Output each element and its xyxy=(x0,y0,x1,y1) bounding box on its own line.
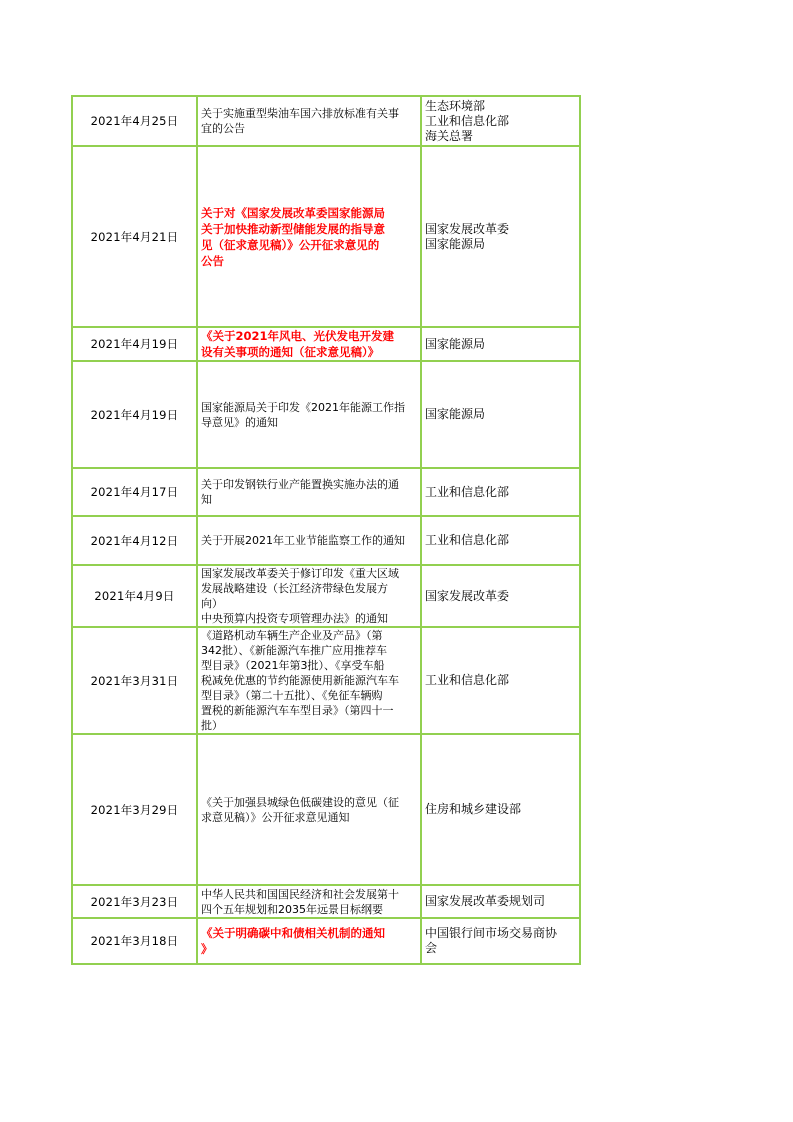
dept-cell xyxy=(421,565,580,627)
policy-table-body xyxy=(72,96,580,964)
table-row xyxy=(72,885,580,918)
dept-line: 工业和信息化部 xyxy=(425,113,510,128)
table-row xyxy=(72,627,580,734)
title-cell xyxy=(197,885,421,918)
title-cell xyxy=(197,734,421,885)
table-row xyxy=(72,734,580,885)
dept-line: 国家能源局 xyxy=(425,336,486,351)
title-line: 国家能源局关于印发《2021年能源工作指 xyxy=(201,400,405,414)
title-line: 国家发展改革委关于修订印发《重大区域 xyxy=(201,567,399,580)
table-row xyxy=(72,918,580,964)
dept-line: 海关总署 xyxy=(425,128,474,143)
title-line: 向） xyxy=(201,597,223,610)
dept-cell xyxy=(421,918,580,964)
title-line: 批） xyxy=(201,719,223,732)
date-cell: 2021年3月18日 xyxy=(72,918,197,964)
title-line: 《道路机动车辆生产企业及产品》（第 xyxy=(201,629,383,642)
dept-line: 生态环境部 xyxy=(425,98,486,113)
title-cell xyxy=(197,96,421,146)
date-cell: 2021年4月17日 xyxy=(72,468,197,516)
dept-cell xyxy=(421,361,580,468)
dept-line: 国家能源局 xyxy=(425,236,486,251)
table-row xyxy=(72,327,580,361)
title-cell-highlighted xyxy=(197,146,421,327)
dept-line: 国家发展改革委规划司 xyxy=(425,894,546,908)
title-line: 中央预算内投资专项管理办法》的通知 xyxy=(201,612,388,625)
date-cell: 2021年4月19日 xyxy=(72,327,197,361)
title-line: 342批）、《新能源汽车推广应用推荐车 xyxy=(201,644,387,657)
title-cell xyxy=(197,361,421,468)
title-cell-highlighted xyxy=(197,918,421,964)
title-cell xyxy=(197,468,421,516)
title-line: 关于加快推动新型储能发展的指导意 xyxy=(201,221,385,236)
title-line: 《关于明确碳中和债相关机制的通知 xyxy=(201,926,385,940)
dept-line: 工业和信息化部 xyxy=(425,673,510,687)
dept-line: 中国银行间市场交易商协 xyxy=(425,926,558,940)
dept-cell xyxy=(421,516,580,565)
title-line: 中华人民共和国国民经济和社会发展第十 xyxy=(201,887,399,901)
dept-cell xyxy=(421,468,580,516)
title-line: 宜的公告 xyxy=(201,122,245,135)
title-line: 公告 xyxy=(201,253,224,268)
title-line: 税减免优惠的节约能源使用新能源汽车车 xyxy=(201,674,399,687)
date-cell: 2021年3月31日 xyxy=(72,627,197,734)
title-line: 《关于2021年风电、光伏发电开发建 xyxy=(201,329,395,343)
date-cell: 2021年3月23日 xyxy=(72,885,197,918)
title-cell xyxy=(197,565,421,627)
title-line: 设有关事项的通知（征求意见稿）》 xyxy=(201,345,380,359)
dept-line: 工业和信息化部 xyxy=(425,533,510,547)
title-line: 求意见稿）》公开征求意见通知 xyxy=(201,810,350,824)
table-row xyxy=(72,146,580,327)
date-cell: 2021年4月25日 xyxy=(72,96,197,146)
title-line: 置税的新能源汽车车型目录》（第四十一 xyxy=(201,704,394,717)
dept-cell xyxy=(421,96,580,146)
date-cell: 2021年4月9日 xyxy=(72,565,197,627)
title-line: 知 xyxy=(201,493,212,506)
dept-line: 住房和城乡建设部 xyxy=(425,802,522,816)
table-row xyxy=(72,468,580,516)
title-line: 型目录》（第二十五批）、《免征车辆购 xyxy=(201,689,383,702)
title-line: 关于开展2021年工业节能监察工作的通知 xyxy=(201,534,405,547)
table-row xyxy=(72,361,580,468)
title-line: 《关于加强县城绿色低碳建设的意见（征 xyxy=(201,795,399,809)
title-line: 》 xyxy=(201,942,213,956)
title-cell xyxy=(197,516,421,565)
title-line: 发展战略建设（长江经济带绿色发展方 xyxy=(201,582,388,595)
title-line: 导意见》的通知 xyxy=(201,415,278,429)
title-line: 关于实施重型柴油车国六排放标准有关事 xyxy=(201,107,399,120)
dept-cell xyxy=(421,734,580,885)
table-row xyxy=(72,516,580,565)
title-line: 关于对《国家发展改革委国家能源局 xyxy=(201,205,385,220)
title-cell-highlighted xyxy=(197,327,421,361)
dept-line: 国家发展改革委 xyxy=(425,588,510,603)
date-cell: 2021年4月19日 xyxy=(72,361,197,468)
dept-cell xyxy=(421,146,580,327)
title-line: 四个五年规划和2035年远景目标纲要 xyxy=(201,902,383,916)
dept-cell xyxy=(421,327,580,361)
dept-line: 会 xyxy=(425,941,438,955)
dept-line: 国家能源局 xyxy=(425,407,486,421)
date-cell: 2021年4月12日 xyxy=(72,516,197,565)
date-cell: 2021年3月29日 xyxy=(72,734,197,885)
dept-line: 工业和信息化部 xyxy=(425,484,510,499)
policy-table xyxy=(71,95,581,965)
dept-cell xyxy=(421,627,580,734)
table-row xyxy=(72,96,580,146)
table-row xyxy=(72,565,580,627)
dept-cell xyxy=(421,885,580,918)
dept-line: 国家发展改革委 xyxy=(425,221,510,236)
title-cell xyxy=(197,627,421,734)
date-cell: 2021年4月21日 xyxy=(72,146,197,327)
title-line: 见（征求意见稿）》公开征求意见的 xyxy=(201,237,380,252)
title-line: 型目录》（2021年第3批）、《享受车船 xyxy=(201,659,385,672)
title-line: 关于印发钢铁行业产能置换实施办法的通 xyxy=(201,478,399,491)
